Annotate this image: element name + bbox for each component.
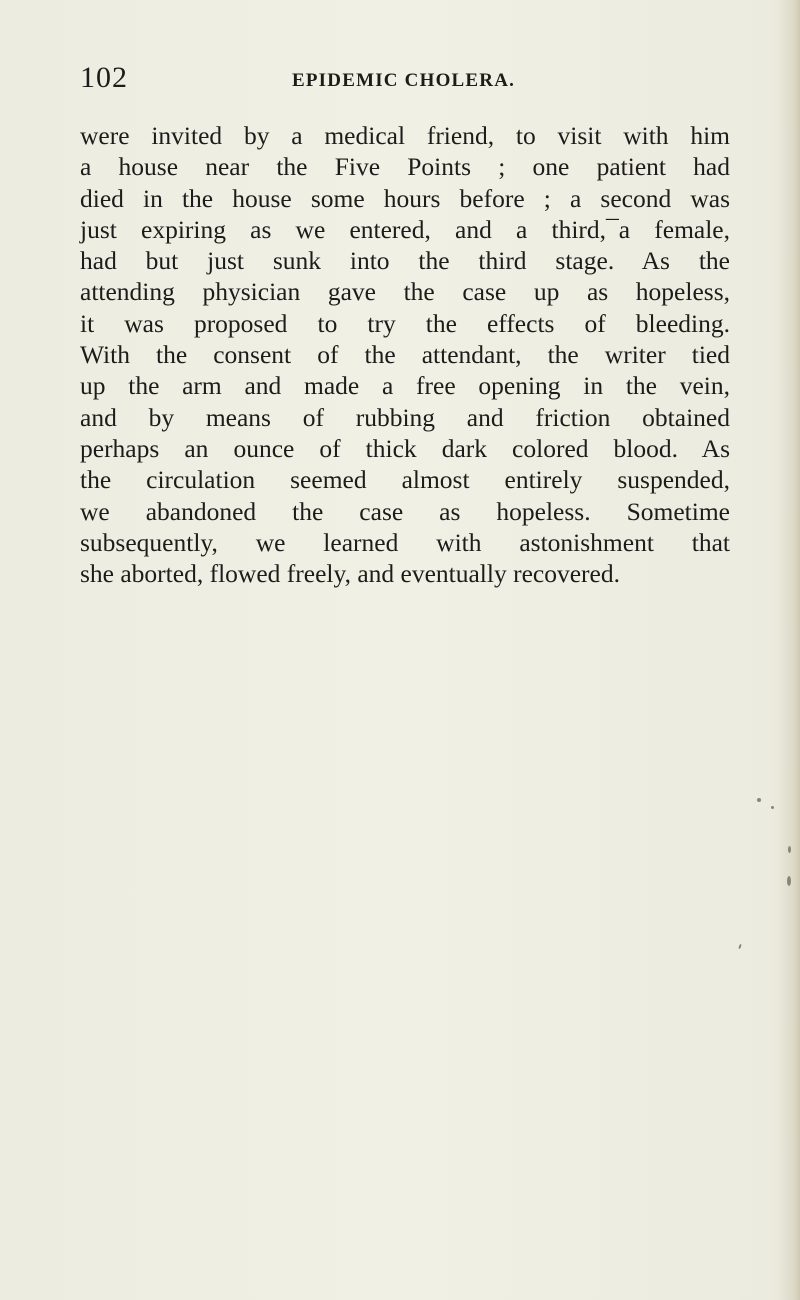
text-line: attending physician gave the case up as hopeless, <box>80 277 730 307</box>
scan-speck <box>787 876 791 886</box>
text-line: were invited by a medical friend, to visit with him <box>80 121 730 150</box>
text-line: and by means of rubbing and friction obtained <box>80 402 730 432</box>
text-line: died in the house some hours before ; a second was <box>80 183 730 213</box>
text-line: we abandoned the case as hopeless. Sometime <box>80 496 730 526</box>
body-paragraph <box>80 120 730 589</box>
running-head: EPIDEMIC CHOLERA. <box>292 70 516 91</box>
text-line: she aborted, flowed freely, and eventually recovered. <box>80 559 620 589</box>
scan-speck <box>788 846 791 853</box>
page-number: 102 <box>80 61 128 94</box>
text-line: up the arm and made a free opening in the vein, <box>80 371 730 401</box>
text-line: perhaps an ounce of thick dark colored blood. As <box>80 433 730 463</box>
scan-speck <box>771 806 774 809</box>
text-line: it was proposed to try the effects of bleeding. <box>80 308 730 338</box>
text-line: the circulation seemed almost entirely suspended, <box>80 465 730 495</box>
text-line: a house near the Five Points ; one patient had <box>80 152 730 182</box>
page-edge-shadow <box>778 0 800 1300</box>
text-line: had but just sunk into the third stage. As the <box>80 246 730 276</box>
page-header <box>80 58 730 98</box>
scan-speck <box>757 798 761 802</box>
text-line: subsequently, we learned with astonishment that <box>80 527 730 557</box>
scan-speck <box>738 944 742 949</box>
text-line: just expiring as we entered, and a third,¯a female, <box>80 214 730 244</box>
text-line: With the consent of the attendant, the writer tied <box>80 340 730 370</box>
